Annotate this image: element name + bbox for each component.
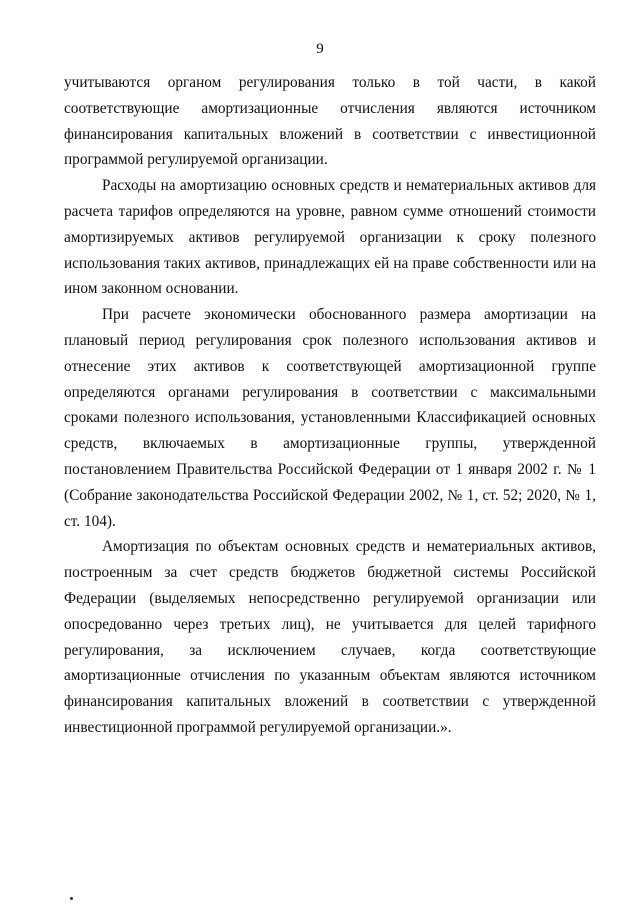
- document-body: [64, 70, 596, 741]
- paragraph-useful-life-calculation: При расчете экономически обоснованного размера амортизации на плановый период регулирования срок полезного использования активов и отнесение этих активов к соответствующей амортизационной группе определяются органами регулирования в соответствии с максимальными сроками полезного использования, установленными Классификацией основных средств, включаемых в амортизационные группы, утвержденной постановлением Правительства Российской Федерации от 1 января 2002 г. № 1 (Собрание законодательства Российской Федерации 2002, № 1, ст. 52; 2020, № 1, ст. 104).: [64, 306, 596, 530]
- paragraph-depreciation-expenses: Расходы на амортизацию основных средств и нематериальных активов для расчета тарифов определяются на уровне, равном сумме отношений стоимости амортизируемых активов регулируемой организации к сроку полезного использования таких активов, принадлежащих ей на праве собственности или на ином законном основании.: [64, 177, 596, 298]
- paragraph-budget-funded-assets: Амортизация по объектам основных средств и нематериальных активов, построенным за счет средств бюджетов бюджетной системы Российской Федерации (выделяемых непосредственно регулируемой организации или опосредованно через третьих лиц), не учитывается для целей тарифного регулирования, за исключением случаев, когда соответствующие амортизационные отчисления по указанным объектам являются источником финансирования капитальных вложений в соответствии с утвержденной инвестиционной программой регулируемой организации.».: [64, 538, 596, 736]
- scan-artifact-dot: [70, 897, 73, 900]
- paragraph-continuation: учитываются органом регулирования только в той части, в какой соответствующие амортизационные отчисления являются источником финансирования капитальных вложений в соответствии с инвестиционной программой регулируемой организации.: [64, 74, 596, 169]
- page-number: 9: [316, 41, 324, 57]
